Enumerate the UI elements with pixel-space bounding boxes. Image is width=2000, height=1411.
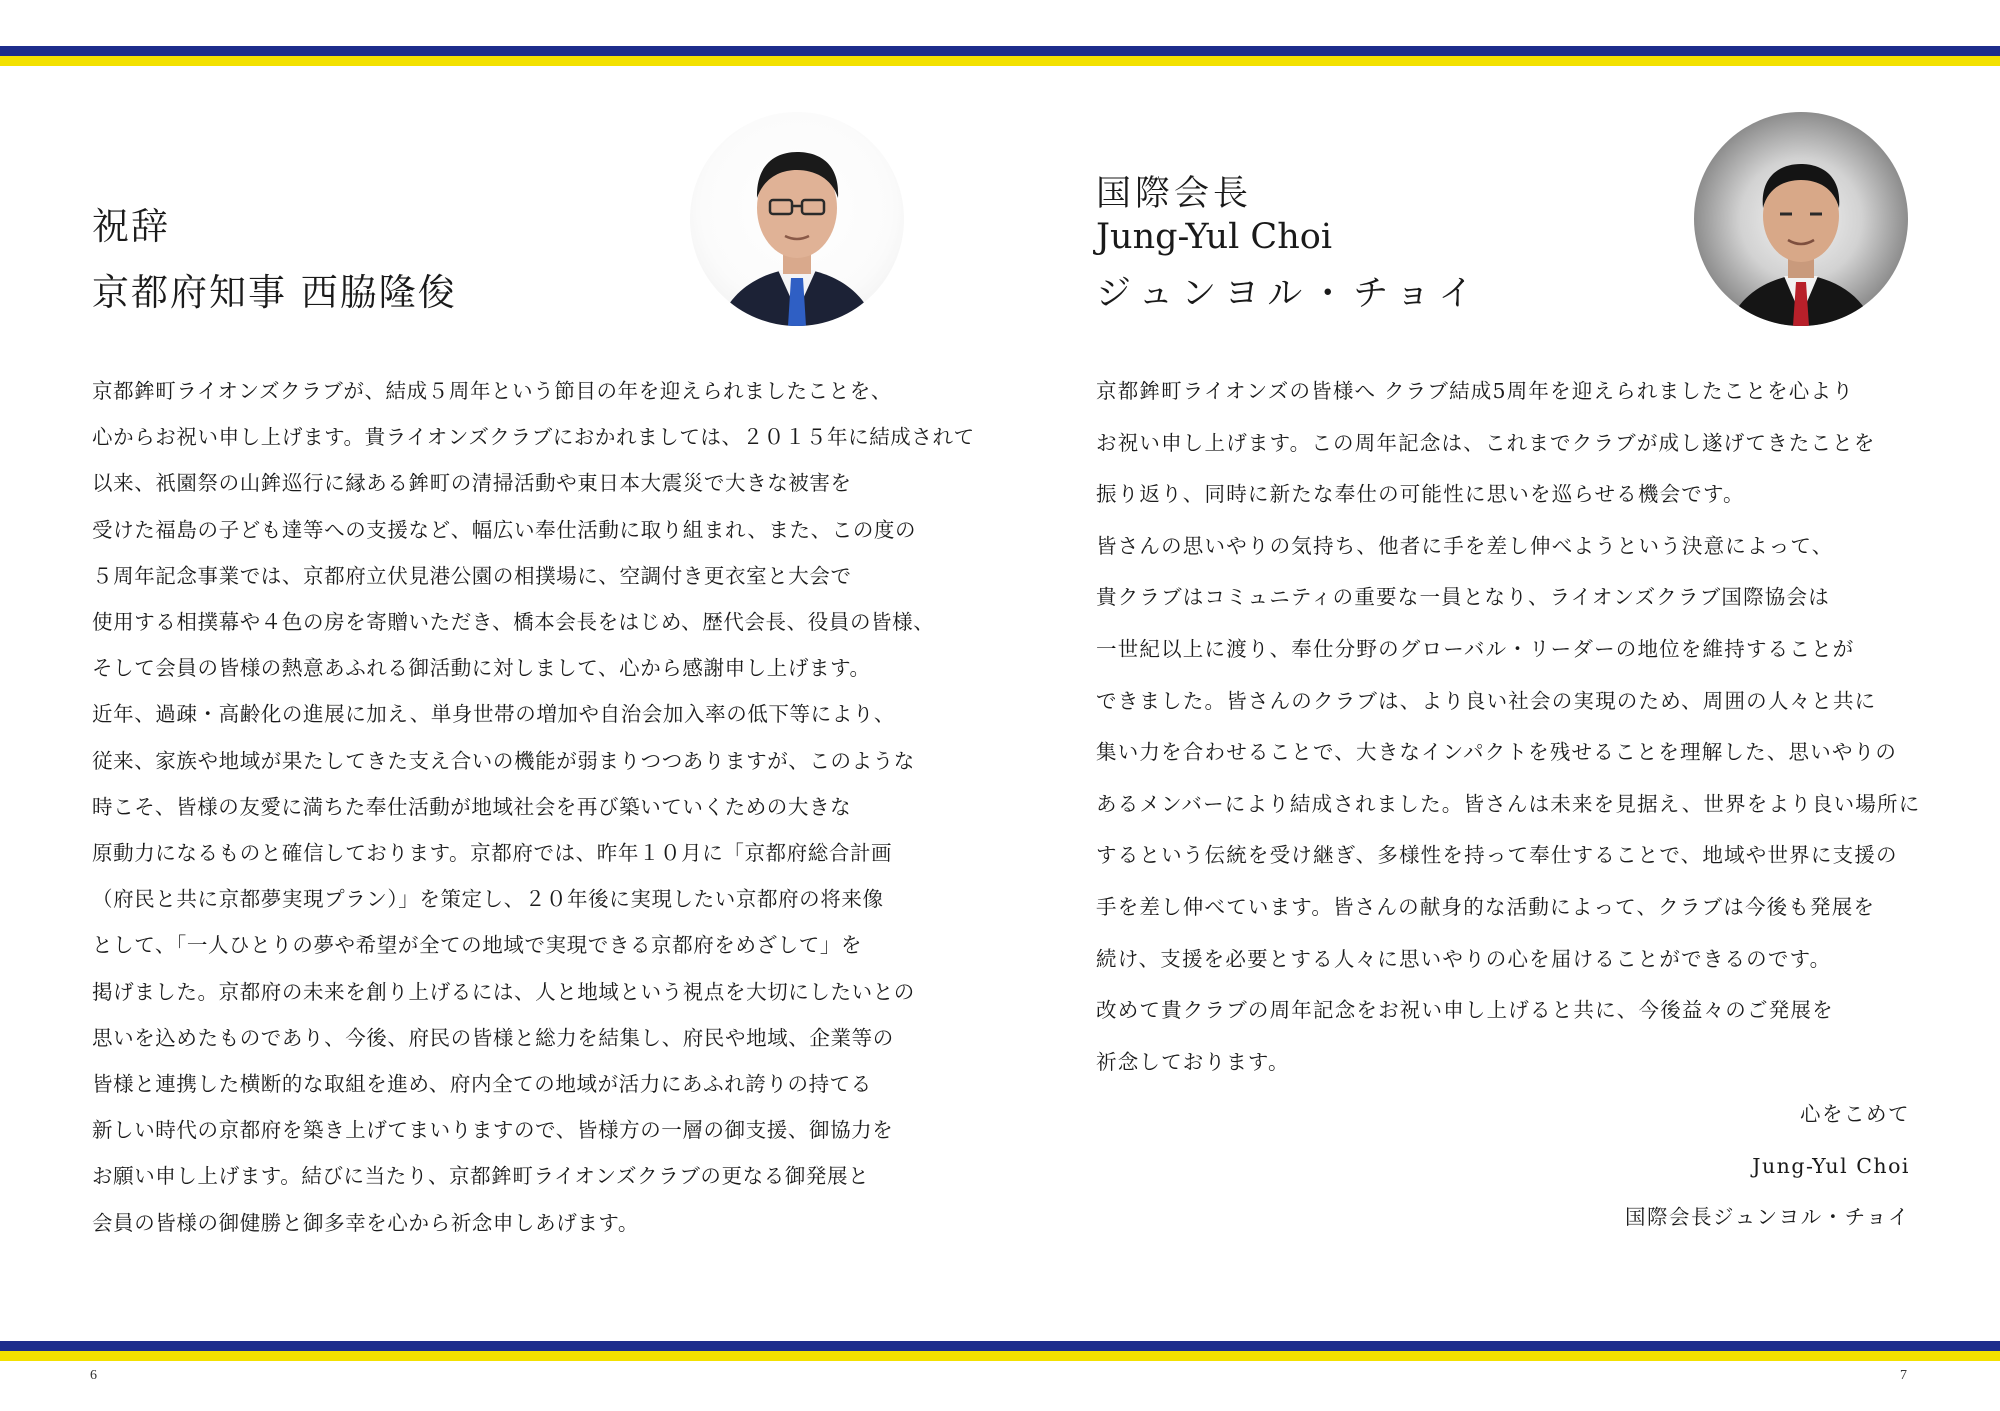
body-line: 従来、家族や地域が果たしてきた支え合いの機能が弱まりつつありますが、このような <box>92 748 915 773</box>
body-line: 会員の皆様の御健勝と御多幸を心から祈念申しあげます。 <box>92 1210 639 1235</box>
body-line: 京都鉾町ライオンズクラブが、結成５周年という節目の年を迎えられましたことを、 <box>92 379 892 403</box>
body-line: 京都鉾町ライオンズの皆様へ クラブ結成5周年を迎えられましたことを心より <box>1096 379 1854 403</box>
signature-closing: 心をこめて <box>1800 1102 1910 1126</box>
body-line: お祝い申し上げます。この周年記念は、これまでクラブが成し遂げてきたことを <box>1096 430 1876 455</box>
body-line: 皆様と連携した横断的な取組を進め、府内全ての地域が活力にあふれ誇りの持てる <box>92 1072 872 1097</box>
body-line: （府民と共に京都夢実現プラン）」を策定し、２０年後に実現したい京都府の将来像 <box>92 887 884 912</box>
body-line: 皆さんの思いやりの気持ち、他者に手を差し伸べようという決意によって、 <box>1096 533 1834 558</box>
body-line: 近年、過疎・高齢化の進展に加え、単身世帯の増加や自治会加入率の低下等により、 <box>92 702 896 727</box>
body-line: 手を差し伸べています。皆さんの献身的な活動によって、クラブは今後も発展を <box>1096 894 1876 919</box>
president-portrait-icon <box>1694 112 1908 326</box>
body-line: 受けた福島の子ども達等への支援など、幅広い奉仕活動に取り組まれ、また、この度の <box>92 517 917 542</box>
body-line: 原動力になるものと確信しております。京都府では、昨年１０月に「京都府総合計画 <box>92 841 893 866</box>
president-portrait-graphic <box>1694 112 1908 326</box>
signature-name-latin: Jung-Yul Choi <box>1752 1153 1910 1178</box>
right-page-name-katakana: ジュンヨル・チョイ <box>1096 274 1482 314</box>
top-yellow-stripe <box>0 56 2000 66</box>
page-number-left: 6 <box>90 1368 97 1383</box>
body-line: 集い力を合わせることで、大きなインパクトを残せることを理解した、思いやりの <box>1096 740 1898 765</box>
right-page-name-latin: Jung-Yul Choi <box>1096 217 1333 257</box>
body-line: 新しい時代の京都府を築き上げてまいりますので、皆様方の一層の御支援、御協力を <box>92 1118 894 1143</box>
body-line: 心からお祝い申し上げます。貴ライオンズクラブにおかれましては、２０１５年に結成されて <box>92 425 975 450</box>
body-line: ５周年記念事業では、京都府立伏見港公園の相撲場に、空調付き更衣室と大会で <box>92 563 852 588</box>
top-color-band <box>0 46 2000 66</box>
left-page-body <box>92 368 975 1246</box>
body-line: 以来、祇園祭の山鉾巡行に縁ある鉾町の清掃活動や東日本大震災で大きな被害を <box>92 471 852 496</box>
body-line: 続け、支援を必要とする人々に思いやりの心を届けることができるのです。 <box>1096 946 1832 971</box>
body-line: 一世紀以上に渡り、奉仕分野のグローバル・リーダーの地位を維持することが <box>1096 636 1855 661</box>
signature-block <box>1625 1089 1910 1244</box>
bottom-yellow-stripe <box>0 1351 2000 1361</box>
body-line: そして会員の皆様の熱意あふれる御活動に対しまして、心から感謝申し上げます。 <box>92 656 871 681</box>
bottom-blue-stripe <box>0 1341 2000 1351</box>
bottom-color-band <box>0 1341 2000 1361</box>
body-line: 祈念しております。 <box>1096 1049 1290 1074</box>
governor-portrait-icon <box>690 112 904 326</box>
body-line: 時こそ、皆様の友愛に満ちた奉仕活動が地域社会を再び築いていくための大きな <box>92 794 852 819</box>
body-line: お願い申し上げます。結びに当たり、京都鉾町ライオンズクラブの更なる御発展と <box>92 1164 870 1189</box>
page-number-right: 7 <box>1900 1368 1907 1383</box>
right-page-body <box>1096 366 1920 1088</box>
body-line: 使用する相撲幕や４色の房を寄贈いただき、橋本会長をはじめ、歴代会長、役員の皆様、 <box>92 610 935 635</box>
left-page-heading: 祝辞 <box>92 205 170 248</box>
governor-portrait-graphic <box>690 112 904 326</box>
body-line: 掲げました。京都府の未来を創り上げるには、人と地域という視点を大切にしたいとの <box>92 979 915 1004</box>
body-line: あるメンバーにより結成されました。皆さんは未来を見据え、世界をより良い場所に <box>1096 791 1921 816</box>
left-page-author: 京都府知事 西脇隆俊 <box>92 271 457 314</box>
body-line: 改めて貴クラブの周年記念をお祝い申し上げると共に、今後益々のご発展を <box>1096 998 1834 1023</box>
body-line: 振り返り、同時に新たな奉仕の可能性に思いを巡らせる機会です。 <box>1096 482 1745 507</box>
body-line: するという伝統を受け継ぎ、多様性を持って奉仕することで、地域や世界に支援の <box>1096 843 1898 868</box>
body-line: として、「一人ひとりの夢や希望が全ての地域で実現できる京都府をめざして」を <box>92 933 863 958</box>
body-line: 思いを込めたものであり、今後、府民の皆様と総力を結集し、府民や地域、企業等の <box>92 1025 894 1050</box>
body-line: 貴クラブはコミュニティの重要な一員となり、ライオンズクラブ国際協会は <box>1096 585 1830 610</box>
body-line: できました。皆さんのクラブは、より良い社会の実現のため、周囲の人々と共に <box>1096 688 1877 713</box>
signature-title-name: 国際会長ジュンヨル・チョイ <box>1625 1205 1910 1230</box>
top-blue-stripe <box>0 46 2000 56</box>
right-page-heading: 国際会長 <box>1096 174 1253 214</box>
